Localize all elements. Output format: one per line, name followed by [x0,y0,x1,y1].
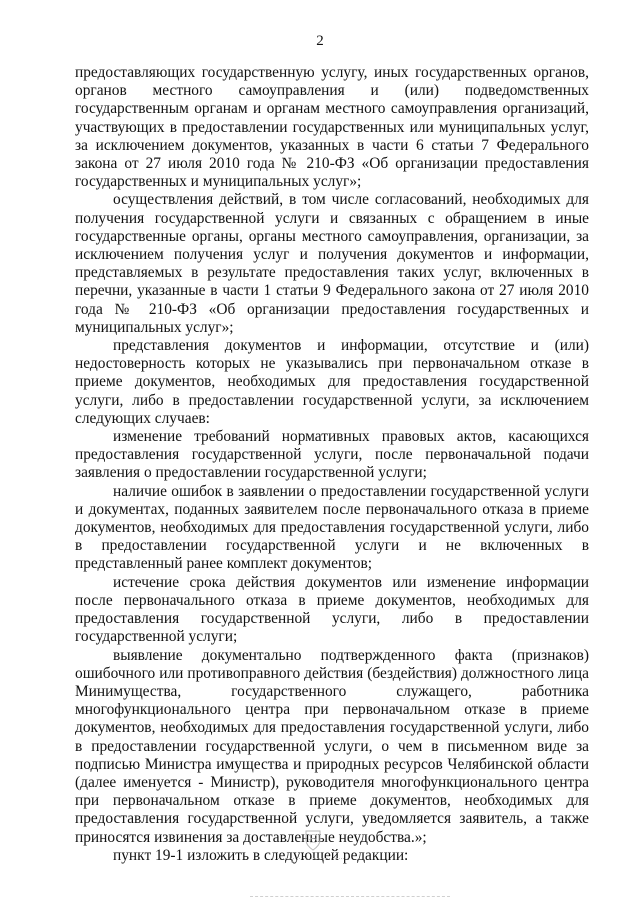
paragraph-case-expiry: истечение срока действия документов или изменение информации после первоначального отказа в приеме документов, необходимых для предоставления государственной услуги, либо в предоставлении государственной услуги; [75,573,589,646]
paragraph-documents: представления документов и информации, отсутствие и (или) недостоверность которых не указывались при первоначальном отказе в приеме документов, необходимых для предоставления государственной услуги, либо в предоставлении государственной услуги, за исключением следующих случаев: [75,337,589,427]
page-number: 2 [316,33,324,49]
seal-caption-line [278,858,350,863]
paragraph-case-requirements-change: изменение требований нормативных правовых актов, касающихся предоставления государственной услуги, после первоначальной подачи заявления о предоставлении государственной услуги; [75,428,589,482]
paragraph-item-19-1: пункт 19-1 изложить в следующей редакции: [113,846,409,864]
paragraph-continuation: предоставляющих государственную услугу, иных государственных органов, органов местного самоуправления и (или) подведомственных государственным органам и органам местного самоуправления организаций, участвующих в предоставлении государственных или муниципальных услуг, за исключением документов, указанных в части 6 статьи 7 Федерального закона от 27 июля 2010 года № 210-ФЗ «Об организации предоставления государственных и муниципальных услуг»; [75,64,589,191]
coat-of-arms-icon [301,828,325,852]
footer-divider [250,896,450,899]
paragraph-actions: осуществления действий, в том числе согласований, необходимых для получения государственной услуги и связанных с обращением в иные государственные органы, органы местного самоуправления, организации, за исключением получения услуг и получения документов и информации, представляемых в результате предоставления таких услуг, включенных в перечни, указанные в части 1 статьи 9 Федерального закона от 27 июля 2010 года № 210-ФЗ «Об организации предоставления государственных и муниципальных услуг»; [75,191,589,336]
document-body [75,64,589,865]
paragraph-case-violation: выявление документально подтвержденного факта (признаков) ошибочного или противоправного действия (бездействия) должностного лица Минимущества, государственного служащего, работника многофункционального центра при первоначальном отказе в приеме документов, необходимых для предоставления государственной услуги, либо в предоставлении государственной услуги, о чем в письменном виде за подписью Министра имущества и природных ресурсов Челябинской области (далее именуется - Министр), руководителя многофункционального центра при первоначальном отказе в приеме документов, необходимых для предоставления государственной услуги, уведомляется заявитель, а также приносятся извинения за доставленные неудобства.»; [75,646,589,846]
paragraph-case-errors: наличие ошибок в заявлении о предоставлении государственной услуги и документах, поданных заявителем после первоначального отказа в приеме документов, необходимых для предоставления государственной услуги, либо в предоставлении государственной услуги и не включенных в представленный ранее комплект документов; [75,482,589,573]
